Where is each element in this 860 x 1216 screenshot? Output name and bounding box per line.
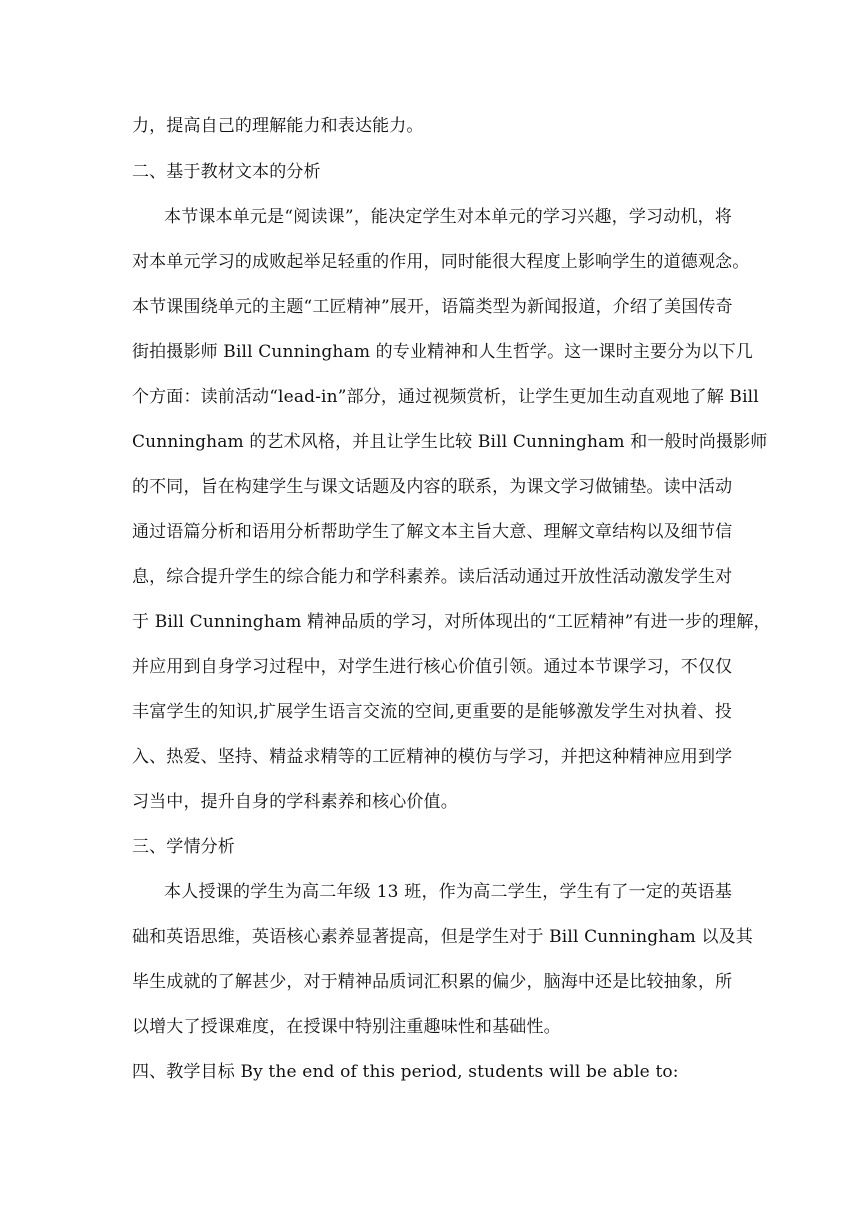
section-heading: 四、教学目标 By the end of this period, students will be able to: — [132, 1062, 679, 1082]
text-line: 入、热爱、坚持、精益求精等的工匠精神的模仿与学习，并把这种精神应用到学 — [132, 747, 733, 767]
section-heading: 二、基于教材文本的分析 — [132, 162, 321, 182]
text-line: 息，综合提升学生的综合能力和学科素养。读后活动通过开放性活动激发学生对 — [132, 567, 733, 587]
section-heading: 三、学情分析 — [132, 837, 235, 857]
text-line: 街拍摄影师 Bill Cunningham 的专业精神和人生哲学。这一课时主要分为以下几 — [132, 342, 753, 362]
text-line: 力，提高自己的理解能力和表达能力。 — [132, 116, 424, 136]
text-line: Cunningham 的艺术风格，并且让学生比较 Bill Cunningham 和一般时尚摄影师 — [132, 432, 768, 452]
text-line: 习当中，提升自身的学科素养和核心价值。 — [132, 792, 458, 812]
text-line: 础和英语思维，英语核心素养显著提高，但是学生对于 Bill Cunningham 以及其 — [132, 927, 753, 947]
text-line: 丰富学生的知识,扩展学生语言交流的空间,更重要的是能够激发学生对执着、投 — [132, 702, 732, 722]
text-line: 对本单元学习的成败起举足轻重的作用，同时能很大程度上影响学生的道德观念。 — [132, 252, 750, 272]
text-line: 毕生成就的了解甚少，对于精神品质词汇积累的偏少，脑海中还是比较抽象，所 — [132, 972, 733, 992]
text-line: 以增大了授课难度，在授课中特别注重趣味性和基础性。 — [132, 1017, 561, 1037]
text-line: 本人授课的学生为高二年级 13 班，作为高二学生，学生有了一定的英语基 — [164, 882, 732, 902]
text-line: 于 Bill Cunningham 精神品质的学习，对所体现出的“工匠精神”有进一步的理解， — [132, 612, 771, 632]
text-line: 个方面：读前活动“lead-in”部分，通过视频赏析，让学生更加生动直观地了解 Bill — [132, 387, 759, 407]
text-line: 通过语篇分析和语用分析帮助学生了解文本主旨大意、理解文章结构以及细节信 — [132, 522, 733, 542]
text-line: 本节课围绕单元的主题“工匠精神”展开，语篇类型为新闻报道，介绍了美国传奇 — [132, 297, 733, 317]
text-line: 本节课本单元是“阅读课”，能决定学生对本单元的学习兴趣，学习动机，将 — [164, 207, 732, 227]
text-line: 并应用到自身学习过程中，对学生进行核心价值引领。通过本节课学习，不仅仅 — [132, 657, 733, 677]
text-line: 的不同，旨在构建学生与课文话题及内容的联系，为课文学习做铺垫。读中活动 — [132, 477, 733, 497]
